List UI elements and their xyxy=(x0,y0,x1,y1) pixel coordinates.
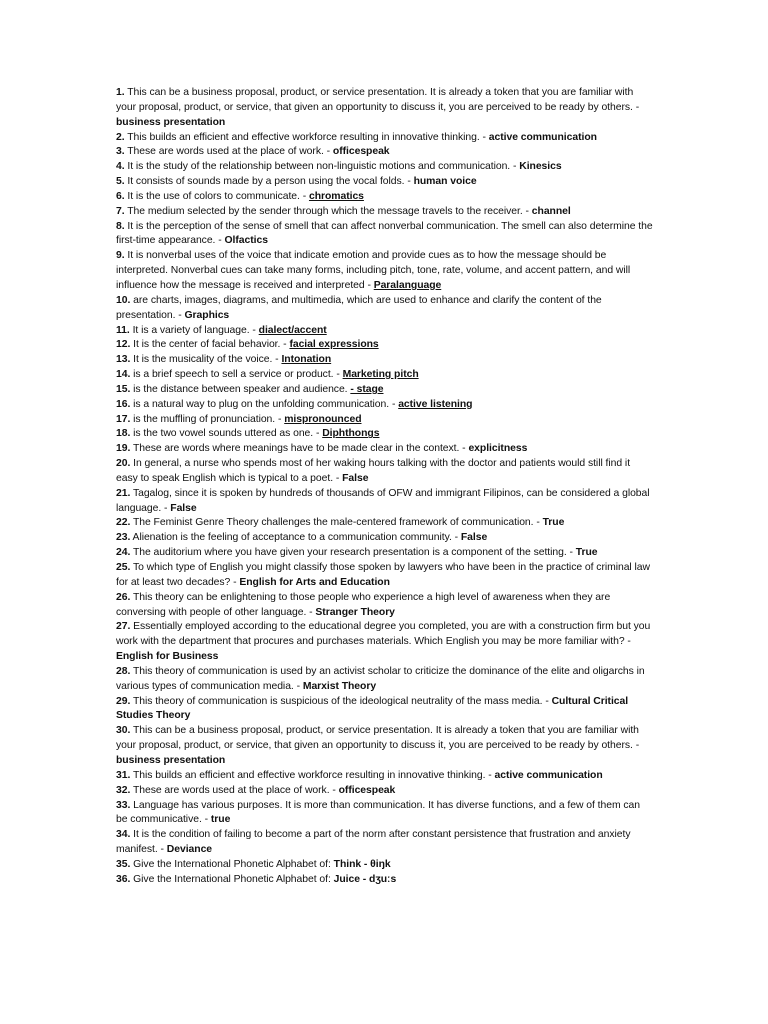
answer-text: active listening xyxy=(398,398,473,410)
question-text: It is nonverbal uses of the voice that indicate emotion and provide cues as to how the message should be interpreted. Nonverbal cues can take many forms, including pitch, tone, rate, volume, and accent pattern, and will influence how the message is received and interpreted - xyxy=(116,250,631,291)
question-text: The Feminist Genre Theory challenges the male-centered framework of communication. - xyxy=(130,517,543,529)
question-number: 2. xyxy=(116,131,125,143)
answer-text: Deviance xyxy=(166,844,213,856)
answer-text: Juice - dʒuːs xyxy=(333,873,397,885)
question-item xyxy=(116,784,654,799)
question-item xyxy=(116,294,654,324)
question-text: It is the study of the relationship between non-linguistic motions and communication. - xyxy=(124,161,520,173)
answer-text: Kinesics xyxy=(519,161,562,173)
question-number: 24. xyxy=(116,547,131,559)
question-item xyxy=(116,487,654,517)
question-item xyxy=(116,160,654,175)
question-text: This theory of communication is used by an activist scholar to criticize the dominance of the elite and oligarchs in various types of communication media. - xyxy=(116,665,645,692)
question-text: These are words used at the place of work. - xyxy=(130,784,339,796)
question-item xyxy=(116,828,654,858)
question-text: is the distance between speaker and audience. xyxy=(130,383,351,395)
question-text: It is a variety of language. - xyxy=(129,324,259,336)
answer-text: business presentation xyxy=(116,116,226,128)
question-text: This theory can be enlightening to those people who experience a high level of awareness when they are conversing with people of other language. - xyxy=(116,591,611,618)
question-number: 19. xyxy=(116,443,131,455)
answer-text: Stranger Theory xyxy=(315,606,395,618)
question-number: 32. xyxy=(116,784,131,796)
question-number: 20. xyxy=(116,458,131,470)
answer-text: True xyxy=(575,547,598,559)
question-number: 16. xyxy=(116,398,131,410)
question-text: Language has various purposes. It is more than communication. It has diverse functions, and a few of them can be communicative. - xyxy=(116,799,640,826)
answer-text: channel xyxy=(531,205,571,217)
answer-text: False xyxy=(460,532,488,544)
question-text: are charts, images, diagrams, and multimedia, which are used to enhance and clarify the content of the presentation. - xyxy=(116,294,602,321)
question-text: is the two vowel sounds uttered as one. - xyxy=(130,428,323,440)
question-text: It is the perception of the sense of smell that can affect nonverbal communication. The smell can also determine the first-time appearance. - xyxy=(116,220,653,247)
question-item xyxy=(116,175,654,190)
question-number: 33. xyxy=(116,799,131,811)
question-item xyxy=(116,724,654,769)
question-item xyxy=(116,516,654,531)
question-number: 10. xyxy=(116,294,131,306)
question-text: It is the center of facial behavior. - xyxy=(130,339,290,351)
question-text: It is the condition of failing to become a part of the norm after constant persistence that frustration and anxiety manifest. - xyxy=(116,829,631,856)
answer-text: Diphthongs xyxy=(322,428,380,440)
question-item xyxy=(116,86,654,131)
question-item xyxy=(116,769,654,784)
question-item xyxy=(116,353,654,368)
question-number: 31. xyxy=(116,769,131,781)
answer-text: explicitness xyxy=(468,443,528,455)
question-item xyxy=(116,427,654,442)
answer-text: business presentation xyxy=(116,754,226,766)
question-number: 18. xyxy=(116,428,131,440)
question-item xyxy=(116,190,654,205)
question-number: 27. xyxy=(116,621,131,633)
question-item xyxy=(116,620,654,665)
question-text: It consists of sounds made by a person using the vocal folds. - xyxy=(124,176,414,188)
answer-text: dialect/accent xyxy=(258,324,327,336)
question-item xyxy=(116,561,654,591)
answer-text: True xyxy=(542,517,565,529)
question-number: 8. xyxy=(116,220,125,232)
question-text: This can be a business proposal, product, or service presentation. It is already a token that you are familiar with your proposal, product, or service, that given an opportunity to discuss it, you are perceived to be ready by others. - xyxy=(116,87,640,113)
question-number: 7. xyxy=(116,205,125,217)
question-number: 11. xyxy=(116,324,130,336)
question-text: is a brief speech to sell a service or product. - xyxy=(130,369,343,381)
answer-text: human voice xyxy=(413,176,477,188)
question-number: 23. xyxy=(116,532,131,544)
question-number: 14. xyxy=(116,369,131,381)
question-item xyxy=(116,324,654,339)
question-text: The medium selected by the sender through which the message travels to the receiver. - xyxy=(124,205,532,217)
question-text: In general, a nurse who spends most of her waking hours talking with the doctor and patients would still find it easy to speak English which is typical to a poet. - xyxy=(116,458,631,484)
question-number: 3. xyxy=(116,146,125,158)
answer-text: Intonation xyxy=(281,354,332,366)
answer-text: Marketing pitch xyxy=(342,369,419,381)
question-item xyxy=(116,249,654,294)
question-number: 17. xyxy=(116,413,131,425)
question-number: 34. xyxy=(116,829,131,841)
question-item xyxy=(116,220,654,250)
question-text: is a natural way to plug on the unfolding communication. - xyxy=(130,398,399,410)
answer-text: officespeak xyxy=(338,784,396,796)
question-number: 21. xyxy=(116,487,131,499)
question-text: is the muffling of pronunciation. - xyxy=(130,413,285,425)
question-text: Give the International Phonetic Alphabet of: xyxy=(130,858,334,870)
question-number: 1. xyxy=(116,87,125,98)
question-text: This builds an efficient and effective workforce resulting in innovative thinking. - xyxy=(130,769,495,781)
question-item xyxy=(116,546,654,561)
question-item xyxy=(116,665,654,695)
question-number: 12. xyxy=(116,339,131,351)
question-number: 25. xyxy=(116,562,131,573)
answer-text: active communication xyxy=(488,131,597,143)
question-number: 26. xyxy=(116,591,131,603)
question-item xyxy=(116,858,654,873)
question-item xyxy=(116,368,654,383)
question-text: Tagalog, since it is spoken by hundreds of thousands of OFW and immigrant Filipinos, can be considered a global language. - xyxy=(116,487,650,514)
question-number: 5. xyxy=(116,176,125,188)
question-item xyxy=(116,591,654,621)
answer-text: chromatics xyxy=(308,190,364,202)
question-text: These are words used at the place of work. - xyxy=(124,146,333,158)
question-item xyxy=(116,383,654,398)
question-item xyxy=(116,442,654,457)
answer-text: officespeak xyxy=(332,146,390,158)
question-item xyxy=(116,413,654,428)
question-item xyxy=(116,799,654,829)
question-number: 36. xyxy=(116,873,131,885)
answer-text: English for Arts and Education xyxy=(239,576,390,588)
question-text: This builds an efficient and effective workforce resulting in innovative thinking. - xyxy=(124,131,489,143)
question-item xyxy=(116,531,654,546)
answer-text: Marxist Theory xyxy=(302,680,377,692)
answer-text: - stage xyxy=(350,383,384,395)
answer-text: Graphics xyxy=(184,309,230,321)
question-text: Give the International Phonetic Alphabet of: xyxy=(130,873,334,885)
answer-text: Cultural Critical Studies Theory xyxy=(116,695,629,722)
question-item xyxy=(116,205,654,220)
question-number: 13. xyxy=(116,354,131,366)
question-item xyxy=(116,695,654,725)
answer-text: true xyxy=(210,814,231,826)
question-text: This theory of communication is suspicious of the ideological neutrality of the mass media. - xyxy=(130,695,552,707)
question-text: This can be a business proposal, product, or service presentation. It is already a token that you are familiar with your proposal, product, or service, that given an opportunity to discuss it, you are perceived to be ready by others. - xyxy=(116,725,640,752)
answer-text: Paralanguage xyxy=(373,279,442,291)
question-item xyxy=(116,338,654,353)
question-number: 15. xyxy=(116,383,131,395)
question-text: To which type of English you might classify those spoken by lawyers who have been in the practice of criminal law for at least two decades? - xyxy=(116,562,650,588)
question-text: Essentially employed according to the educational degree you completed, you are with a construction firm but you work with the department that procures and purchases materials. Which English you may be more familiar with? - xyxy=(116,621,651,648)
question-list xyxy=(116,86,654,888)
question-text: Alienation is the feeling of acceptance to a communication community. - xyxy=(130,532,461,544)
question-number: 9. xyxy=(116,250,125,262)
answer-text: False xyxy=(342,472,369,484)
question-text: These are words where meanings have to be made clear in the context. - xyxy=(130,443,469,455)
question-item xyxy=(116,457,654,487)
answer-text: active communication xyxy=(494,769,603,781)
question-number: 30. xyxy=(116,725,131,737)
answer-text: Olfactics xyxy=(224,235,268,247)
question-number: 35. xyxy=(116,858,131,870)
answer-text: facial expressions xyxy=(289,339,379,351)
question-number: 6. xyxy=(116,190,125,202)
question-item xyxy=(116,131,654,146)
question-text: The auditorium where you have given your research presentation is a component of the setting. - xyxy=(130,547,576,559)
question-number: 4. xyxy=(116,161,125,173)
answer-text: Think - θiŋk xyxy=(333,858,391,870)
question-text: It is the use of colors to communicate. - xyxy=(124,190,309,202)
question-item xyxy=(116,873,654,888)
question-text: It is the musicality of the voice. - xyxy=(130,354,282,366)
question-item xyxy=(116,145,654,160)
answer-text: mispronounced xyxy=(284,413,362,425)
question-number: 29. xyxy=(116,695,131,707)
answer-text: False xyxy=(170,502,197,514)
question-number: 28. xyxy=(116,665,131,677)
answer-text: English for Business xyxy=(116,651,219,663)
question-number: 22. xyxy=(116,517,131,529)
question-item xyxy=(116,398,654,413)
